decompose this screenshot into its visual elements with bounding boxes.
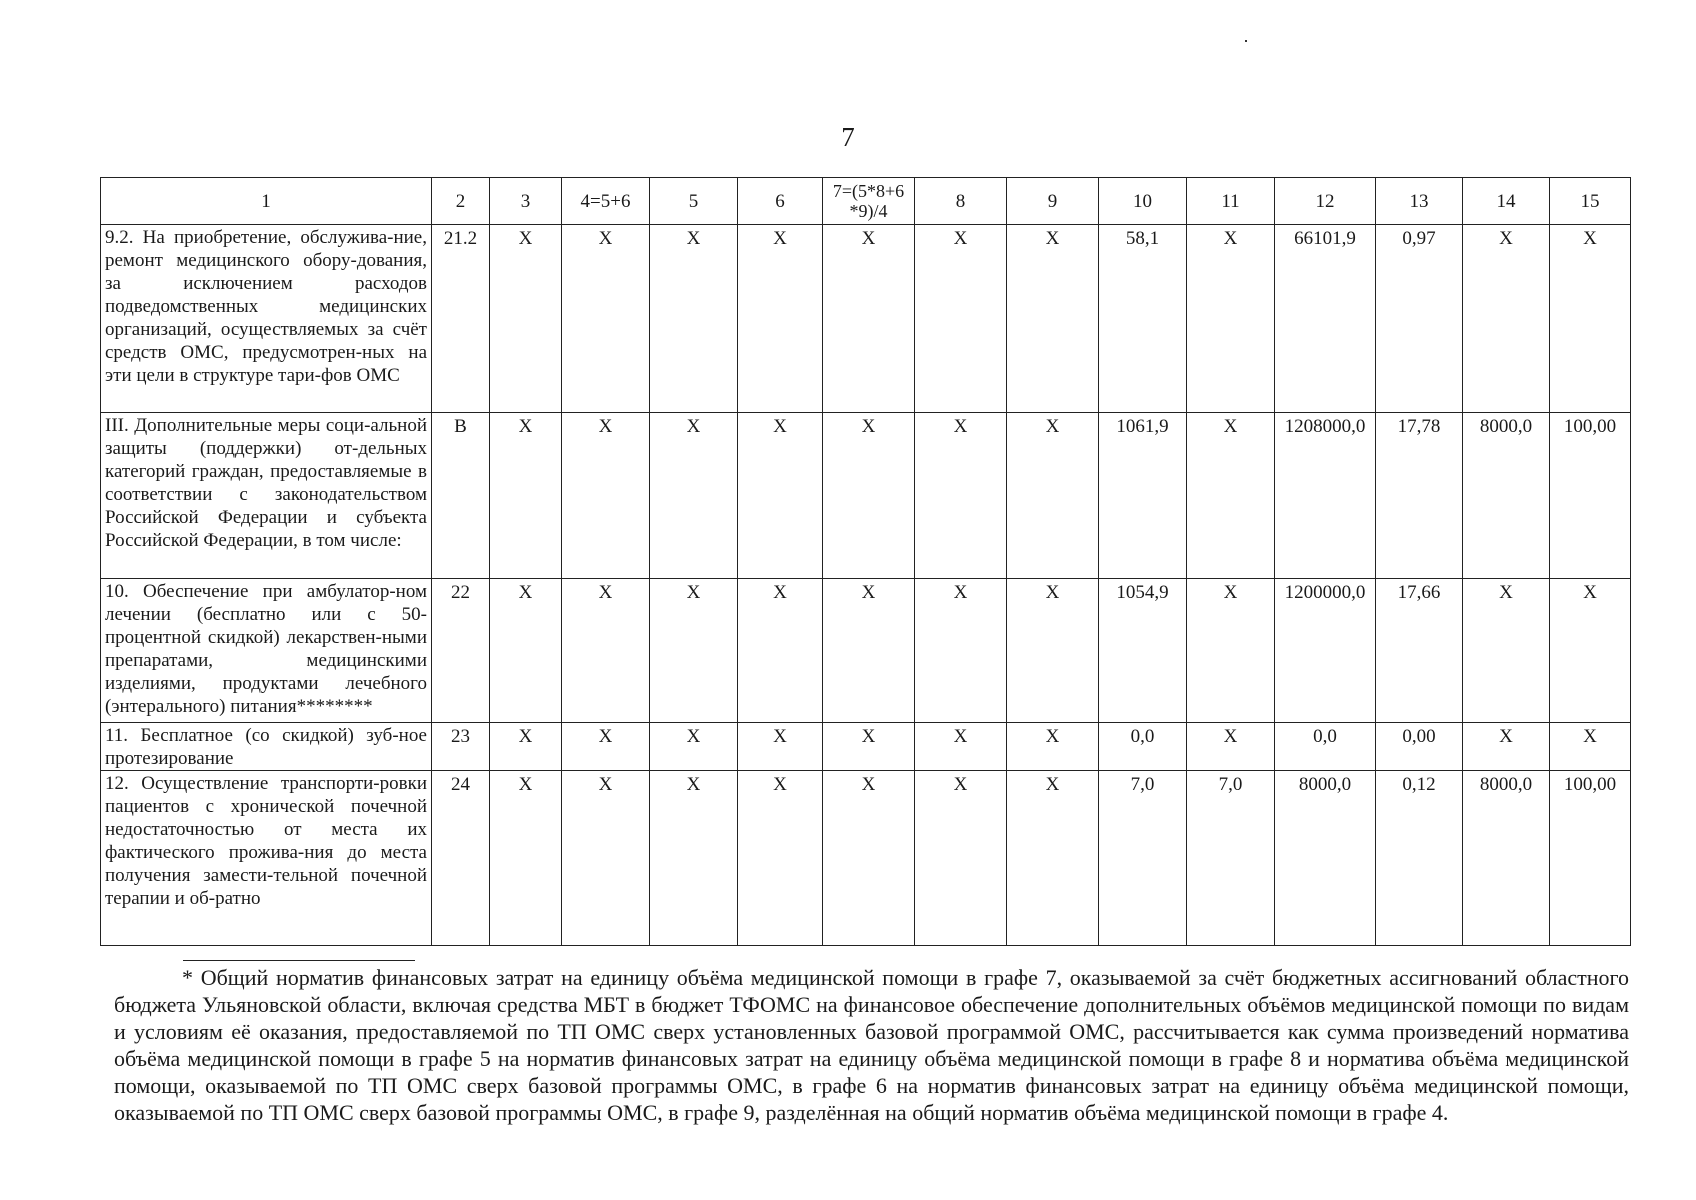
table-cell-col-9: X [1007, 771, 1099, 946]
row-description: 9.2. На приобретение, обслужива-ние, ремонт медицинского обору-дования, за исключением расходов подведомственных медицинских организаций, осуществляемых за счёт средств ОМС, предусмотрен-ных на эти цели в структуре тари-фов ОМС [101, 225, 432, 413]
table-cell-col-15: 100,00 [1550, 413, 1631, 579]
footnote: * Общий норматив финансовых затрат на единицу объёма медицинской помощи в графе 7, оказываемой за счёт бюджетных ассигнований областного бюджета Ульяновской области, включая средства МБТ в бюджет ТФОМС на финансовое обеспечение дополнительных объёмов медицинской помощи по видам и условиям её оказания, предоставляемой по ТП ОМС сверх установленных базовой программой ОМС, рассчитывается как сумма произведений норматива объёма медицинской помощи в графе 5 на норматив финансовых затрат на единицу объёма медицинской помощи в графе 8 и норматива объёма медицинской помощи, оказываемой по ТП ОМС сверх базовой программы ОМС, в графе 6 на норматив финансовых затрат на единицу объёма медицинской помощи, оказываемой по ТП ОМС сверх базовой программы ОМС, в графе 9, разделённая на общий норматив объёма медицинской помощи в графе 4. [114, 965, 1629, 1125]
table-cell-col-14: X [1463, 225, 1550, 413]
table-cell-col-6: X [738, 225, 823, 413]
table-cell-col-4: X [562, 225, 650, 413]
table-cell-col-10: 7,0 [1099, 771, 1187, 946]
table-cell-col-11: X [1187, 225, 1275, 413]
header-cell-4: 4=5+6 [562, 178, 650, 225]
table-cell-col-8: X [915, 771, 1007, 946]
table-cell-col-7: X [823, 723, 915, 771]
table-cell-col-8: X [915, 723, 1007, 771]
table-cell-col-12: 8000,0 [1275, 771, 1376, 946]
table-cell-col-4: X [562, 413, 650, 579]
table-cell-col-6: X [738, 723, 823, 771]
header-cell-1: 1 [101, 178, 432, 225]
row-description: 11. Бесплатное (со скидкой) зуб-ное протезирование [101, 723, 432, 771]
table-cell-col-9: X [1007, 579, 1099, 723]
table-cell-col-2: В [432, 413, 490, 579]
header-cell-7: 7=(5*8+6 *9)/4 [823, 178, 915, 225]
table-cell-col-13: 0,00 [1376, 723, 1463, 771]
table-cell-col-8: X [915, 579, 1007, 723]
table-cell-col-8: X [915, 413, 1007, 579]
table-cell-col-9: X [1007, 723, 1099, 771]
table-cell-col-8: X [915, 225, 1007, 413]
table-cell-col-3: X [490, 413, 562, 579]
table-cell-col-5: X [650, 723, 738, 771]
table-cell-col-13: 17,78 [1376, 413, 1463, 579]
table-cell-col-15: X [1550, 225, 1631, 413]
table-cell-col-4: X [562, 723, 650, 771]
table-cell-col-15: X [1550, 723, 1631, 771]
table-cell-col-7: X [823, 413, 915, 579]
header-cell-12: 12 [1275, 178, 1376, 225]
table-cell-col-6: X [738, 579, 823, 723]
header-cell-14: 14 [1463, 178, 1550, 225]
table-cell-col-13: 0,97 [1376, 225, 1463, 413]
header-cell-9: 9 [1007, 178, 1099, 225]
table-cell-col-3: X [490, 723, 562, 771]
norms-table [100, 177, 1631, 946]
scan-speck [1245, 40, 1247, 42]
table-cell-col-14: X [1463, 723, 1550, 771]
table-cell-col-5: X [650, 413, 738, 579]
table-cell-col-7: X [823, 225, 915, 413]
table-cell-col-9: X [1007, 225, 1099, 413]
table-cell-col-15: 100,00 [1550, 771, 1631, 946]
table-cell-col-2: 21.2 [432, 225, 490, 413]
table-cell-col-15: X [1550, 579, 1631, 723]
header-cell-15: 15 [1550, 178, 1631, 225]
table-cell-col-5: X [650, 579, 738, 723]
table-cell-col-11: 7,0 [1187, 771, 1275, 946]
table-cell-col-2: 24 [432, 771, 490, 946]
table-cell-col-6: X [738, 413, 823, 579]
table-cell-col-13: 17,66 [1376, 579, 1463, 723]
table-cell-col-3: X [490, 579, 562, 723]
table-row [101, 771, 1631, 946]
header-cell-8: 8 [915, 178, 1007, 225]
table-cell-col-4: X [562, 771, 650, 946]
row-description: 10. Обеспечение при амбулатор-ном лечении (бесплатно или с 50-процентной скидкой) лекарствен-ными препаратами, медицинскими изделиями, продуктами лечебного (энтерального) питания******** [101, 579, 432, 723]
table-cell-col-12: 1200000,0 [1275, 579, 1376, 723]
table-cell-col-10: 1061,9 [1099, 413, 1187, 579]
table-cell-col-3: X [490, 771, 562, 946]
header-cell-10: 10 [1099, 178, 1187, 225]
table-cell-col-2: 23 [432, 723, 490, 771]
table-row [101, 579, 1631, 723]
header-cell-2: 2 [432, 178, 490, 225]
table-cell-col-7: X [823, 579, 915, 723]
table-cell-col-6: X [738, 771, 823, 946]
row-description: III. Дополнительные меры соци-альной защиты (поддержки) от-дельных категорий граждан, предоставляемые в соответствии с законодательством Российской Федерации и субъекта Российской Федерации, в том числе: [101, 413, 432, 579]
table-cell-col-14: 8000,0 [1463, 771, 1550, 946]
table-cell-col-10: 58,1 [1099, 225, 1187, 413]
table-cell-col-12: 0,0 [1275, 723, 1376, 771]
table-body [101, 178, 1631, 946]
header-cell-6: 6 [738, 178, 823, 225]
table-cell-col-14: X [1463, 579, 1550, 723]
table-row [101, 723, 1631, 771]
footnote-rule [183, 960, 415, 961]
table-cell-col-13: 0,12 [1376, 771, 1463, 946]
row-description: 12. Осуществление транспорти-ровки пациентов с хронической почечной недостаточностью от места их фактического прожива-ния до места получения замести-тельной почечной терапии и об-ратно [101, 771, 432, 946]
table-cell-col-7: X [823, 771, 915, 946]
table-row [101, 225, 1631, 413]
table-row [101, 413, 1631, 579]
header-cell-13: 13 [1376, 178, 1463, 225]
table-cell-col-10: 0,0 [1099, 723, 1187, 771]
table-cell-col-11: X [1187, 579, 1275, 723]
page-number: 7 [841, 122, 855, 152]
header-row [101, 178, 1631, 225]
table-cell-col-4: X [562, 579, 650, 723]
table-cell-col-14: 8000,0 [1463, 413, 1550, 579]
table-cell-col-2: 22 [432, 579, 490, 723]
table-cell-col-11: X [1187, 413, 1275, 579]
table-cell-col-5: X [650, 225, 738, 413]
table-cell-col-12: 1208000,0 [1275, 413, 1376, 579]
header-cell-5: 5 [650, 178, 738, 225]
table-cell-col-5: X [650, 771, 738, 946]
table-cell-col-9: X [1007, 413, 1099, 579]
table-cell-col-3: X [490, 225, 562, 413]
header-cell-3: 3 [490, 178, 562, 225]
table-cell-col-10: 1054,9 [1099, 579, 1187, 723]
header-cell-11: 11 [1187, 178, 1275, 225]
table-cell-col-12: 66101,9 [1275, 225, 1376, 413]
table-cell-col-11: X [1187, 723, 1275, 771]
